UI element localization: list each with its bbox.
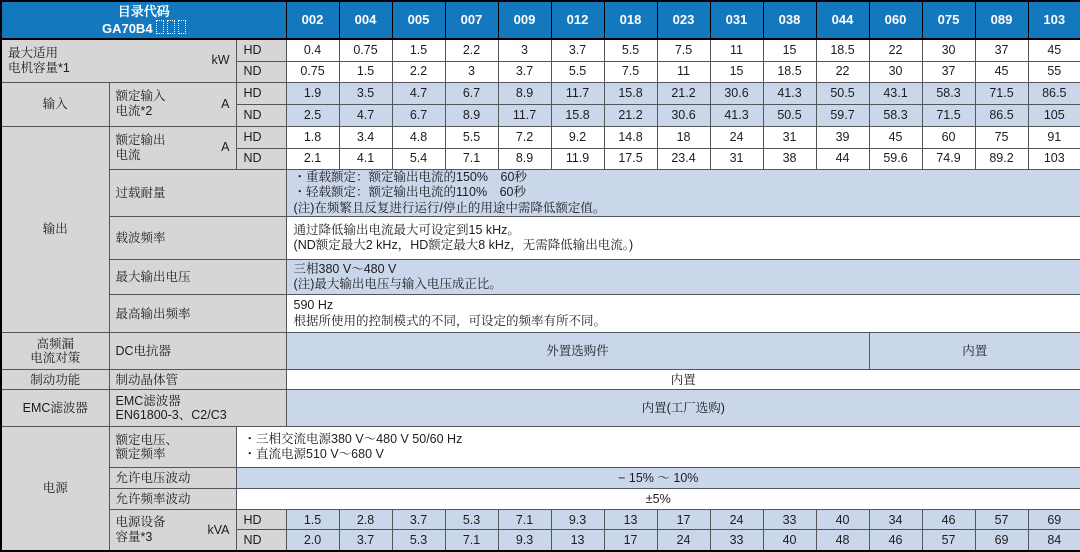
max-frequency-label: 最高输出频率 xyxy=(109,295,286,333)
leakage-group-line1: 高频漏 xyxy=(36,336,74,351)
value-cell: 6.7 xyxy=(392,104,445,126)
input-label-line1: 额定输入 xyxy=(115,89,166,104)
unit-kva: kVA xyxy=(207,522,230,537)
value-cell: 4.8 xyxy=(392,126,445,148)
value-cell: 86.5 xyxy=(1028,82,1080,104)
row-output-hd xyxy=(1,126,1080,148)
value-cell: 3 xyxy=(445,61,498,82)
value-cell: 69 xyxy=(975,530,1028,551)
value-cell: 57 xyxy=(922,530,975,551)
value-cell: 84 xyxy=(1028,530,1080,551)
model-code-cell: 004 xyxy=(339,1,392,39)
value-cell: 15.8 xyxy=(551,104,604,126)
value-cell: 1.5 xyxy=(339,61,392,82)
model-code-cell: 031 xyxy=(710,1,763,39)
overload-line2: ・轻载额定：额定输出电流的110% 60秒 xyxy=(293,185,526,200)
unit-a: A xyxy=(221,96,230,111)
model-code-cell: 089 xyxy=(975,1,1028,39)
value-cell: 105 xyxy=(1028,104,1080,126)
capacity-label-line1: 电源设备 xyxy=(115,515,166,530)
output-label-line2: 电流 xyxy=(115,147,141,162)
value-cell: 31 xyxy=(763,126,816,148)
value-cell: 0.4 xyxy=(286,39,339,61)
capacity-label-line2: 容量*3 xyxy=(115,530,153,545)
model-code-cell: 023 xyxy=(657,1,710,39)
output-current-label xyxy=(109,126,236,169)
value-cell: 17 xyxy=(657,510,710,530)
value-cell: 7.1 xyxy=(445,148,498,169)
value-cell: 14.8 xyxy=(604,126,657,148)
hd-cell: HD xyxy=(236,510,286,530)
value-cell: 3.5 xyxy=(339,82,392,104)
catalog-code-header xyxy=(1,1,286,39)
overload-label: 过载耐量 xyxy=(109,169,286,217)
value-cell: 18.5 xyxy=(763,61,816,82)
carrier-value xyxy=(286,217,1080,260)
max-voltage-value xyxy=(286,260,1080,295)
hd-cell: HD xyxy=(236,39,286,61)
unit-kw: kW xyxy=(211,53,230,68)
row-braking xyxy=(1,370,1080,390)
value-cell: 45 xyxy=(1028,39,1080,61)
header-row xyxy=(1,1,1080,39)
nd-cell: ND xyxy=(236,148,286,169)
value-cell: 7.2 xyxy=(498,126,551,148)
value-cell: 24 xyxy=(657,530,710,551)
value-cell: 41.3 xyxy=(763,82,816,104)
value-cell: 75 xyxy=(975,126,1028,148)
value-cell: 30.6 xyxy=(657,104,710,126)
value-cell: 15 xyxy=(710,61,763,82)
value-cell: 9.3 xyxy=(498,530,551,551)
value-cell: 40 xyxy=(763,530,816,551)
voltage-fluctuation-label: 允许电压波动 xyxy=(109,468,236,489)
value-cell: 7.5 xyxy=(604,61,657,82)
value-cell: 7.1 xyxy=(498,510,551,530)
dc-reactor-external-value: 外置选购件 xyxy=(286,333,869,370)
value-cell: 60 xyxy=(922,126,975,148)
row-rated-voltage xyxy=(1,427,1080,468)
value-cell: 3.7 xyxy=(498,61,551,82)
value-cell: 41.3 xyxy=(710,104,763,126)
value-cell: 9.2 xyxy=(551,126,604,148)
row-carrier xyxy=(1,217,1080,260)
frequency-fluctuation-value: ±5% xyxy=(236,489,1080,510)
value-cell: 17.5 xyxy=(604,148,657,169)
model-code-cell: 002 xyxy=(286,1,339,39)
value-cell: 40 xyxy=(816,510,869,530)
row-capacity-hd xyxy=(1,510,1080,530)
overload-value xyxy=(286,169,1080,217)
rated-voltage-line1: ・三相交流电源380 V～480 V 50/60 Hz xyxy=(243,431,463,446)
value-cell: 30.6 xyxy=(710,82,763,104)
value-cell: 69 xyxy=(1028,510,1080,530)
emc-value: 内置(工厂选购) xyxy=(286,390,1080,427)
rated-voltage-label-line1: 额定电压、 xyxy=(115,432,179,447)
value-cell: 24 xyxy=(710,126,763,148)
group-input: 输入 xyxy=(1,82,109,126)
group-emc: EMC滤波器 xyxy=(1,390,109,427)
row-emc xyxy=(1,390,1080,427)
value-cell: 5.5 xyxy=(604,39,657,61)
value-cell: 1.5 xyxy=(392,39,445,61)
value-cell: 57 xyxy=(975,510,1028,530)
row-overload xyxy=(1,169,1080,217)
value-cell: 1.8 xyxy=(286,126,339,148)
dc-reactor-label: DC电抗器 xyxy=(109,333,286,370)
model-code-cell: 075 xyxy=(922,1,975,39)
value-cell: 11.7 xyxy=(498,104,551,126)
value-cell: 17 xyxy=(604,530,657,551)
value-cell: 33 xyxy=(710,530,763,551)
output-label-line1: 额定输出 xyxy=(115,132,166,147)
emc-label xyxy=(109,390,286,427)
value-cell: 18 xyxy=(657,126,710,148)
hd-cell: HD xyxy=(236,126,286,148)
value-cell: 4.7 xyxy=(339,104,392,126)
model-code-cell: 038 xyxy=(763,1,816,39)
leakage-group-line2: 电流对策 xyxy=(30,351,81,366)
row-motor-hd xyxy=(1,39,1080,61)
emc-label-line2: EN61800-3、C2/C3 xyxy=(115,408,227,423)
value-cell: 23.4 xyxy=(657,148,710,169)
value-cell: 0.75 xyxy=(339,39,392,61)
group-braking: 制动功能 xyxy=(1,370,109,390)
value-cell: 2.8 xyxy=(339,510,392,530)
model-code-placeholder xyxy=(178,20,186,34)
model-code-cell: 007 xyxy=(445,1,498,39)
value-cell: 91 xyxy=(1028,126,1080,148)
capacity-label xyxy=(109,510,236,551)
value-cell: 71.5 xyxy=(922,104,975,126)
value-cell: 21.2 xyxy=(604,104,657,126)
model-code-cell: 012 xyxy=(551,1,604,39)
value-cell: 45 xyxy=(975,61,1028,82)
hd-cell: HD xyxy=(236,82,286,104)
value-cell: 50.5 xyxy=(816,82,869,104)
model-code-cell: 060 xyxy=(869,1,922,39)
motor-label-line2: 电机容量*1 xyxy=(8,60,70,75)
value-cell: 46 xyxy=(869,530,922,551)
value-cell: 2.5 xyxy=(286,104,339,126)
value-cell: 3.7 xyxy=(339,530,392,551)
value-cell: 37 xyxy=(922,61,975,82)
value-cell: 48 xyxy=(816,530,869,551)
value-cell: 30 xyxy=(869,61,922,82)
value-cell: 6.7 xyxy=(445,82,498,104)
unit-a: A xyxy=(221,140,230,155)
value-cell: 11.7 xyxy=(551,82,604,104)
value-cell: 39 xyxy=(816,126,869,148)
rated-voltage-label xyxy=(109,427,236,468)
value-cell: 103 xyxy=(1028,148,1080,169)
value-cell: 2.1 xyxy=(286,148,339,169)
value-cell: 8.9 xyxy=(445,104,498,126)
nd-cell: ND xyxy=(236,104,286,126)
row-frequency-fluctuation xyxy=(1,489,1080,510)
value-cell: 7.5 xyxy=(657,39,710,61)
value-cell: 3.7 xyxy=(392,510,445,530)
value-cell: 34 xyxy=(869,510,922,530)
value-cell: 46 xyxy=(922,510,975,530)
max-voltage-line1: 三相380 V～480 V xyxy=(293,261,397,276)
rated-voltage-line2: ・直流电源510 V～680 V xyxy=(243,447,384,462)
value-cell: 45 xyxy=(869,126,922,148)
value-cell: 5.5 xyxy=(445,126,498,148)
nd-cell: ND xyxy=(236,61,286,82)
value-cell: 7.1 xyxy=(445,530,498,551)
value-cell: 5.4 xyxy=(392,148,445,169)
model-code-cell: 018 xyxy=(604,1,657,39)
value-cell: 1.9 xyxy=(286,82,339,104)
value-cell: 21.2 xyxy=(657,82,710,104)
value-cell: 58.3 xyxy=(922,82,975,104)
value-cell: 37 xyxy=(975,39,1028,61)
model-code-placeholder xyxy=(156,20,164,34)
group-leakage-current xyxy=(1,333,109,370)
value-cell: 50.5 xyxy=(763,104,816,126)
braking-label: 制动晶体管 xyxy=(109,370,286,390)
value-cell: 38 xyxy=(763,148,816,169)
row-dc-reactor xyxy=(1,333,1080,370)
value-cell: 15.8 xyxy=(604,82,657,104)
max-voltage-line2: (注)最大输出电压与输入电压成正比。 xyxy=(293,277,502,292)
value-cell: 3.4 xyxy=(339,126,392,148)
input-current-label xyxy=(109,82,236,126)
value-cell: 71.5 xyxy=(975,82,1028,104)
value-cell: 22 xyxy=(816,61,869,82)
group-output: 输出 xyxy=(1,126,109,333)
value-cell: 8.9 xyxy=(498,148,551,169)
max-frequency-value xyxy=(286,295,1080,333)
voltage-fluctuation-value: − 15% ～ 10% xyxy=(236,468,1080,489)
value-cell: 11.9 xyxy=(551,148,604,169)
value-cell: 58.3 xyxy=(869,104,922,126)
value-cell: 9.3 xyxy=(551,510,604,530)
value-cell: 22 xyxy=(869,39,922,61)
value-cell: 2.2 xyxy=(445,39,498,61)
value-cell: 43.1 xyxy=(869,82,922,104)
value-cell: 2.0 xyxy=(286,530,339,551)
value-cell: 89.2 xyxy=(975,148,1028,169)
value-cell: 13 xyxy=(551,530,604,551)
value-cell: 33 xyxy=(763,510,816,530)
value-cell: 74.9 xyxy=(922,148,975,169)
value-cell: 3.7 xyxy=(551,39,604,61)
carrier-line1: 通过降低输出电流最大可设定到15 kHz。 xyxy=(293,222,520,237)
value-cell: 11 xyxy=(657,61,710,82)
row-voltage-fluctuation xyxy=(1,468,1080,489)
value-cell: 31 xyxy=(710,148,763,169)
model-code-cell: 005 xyxy=(392,1,445,39)
model-code-cell: 009 xyxy=(498,1,551,39)
braking-value: 内置 xyxy=(286,370,1080,390)
model-code-cell: 103 xyxy=(1028,1,1080,39)
max-voltage-label: 最大输出电压 xyxy=(109,260,286,295)
catalog-code-label: 目录代码 xyxy=(117,4,170,20)
rated-voltage-label-line2: 额定频率 xyxy=(115,447,166,462)
value-cell: 86.5 xyxy=(975,104,1028,126)
value-cell: 5.5 xyxy=(551,61,604,82)
value-cell: 15 xyxy=(763,39,816,61)
value-cell: 59.7 xyxy=(816,104,869,126)
value-cell: 1.5 xyxy=(286,510,339,530)
emc-label-line1: EMC滤波器 xyxy=(115,393,181,408)
value-cell: 13 xyxy=(604,510,657,530)
max-frequency-line2: 根据所使用的控制模式的不同，可设定的频率有所不同。 xyxy=(293,313,607,328)
value-cell: 2.2 xyxy=(392,61,445,82)
motor-capacity-label xyxy=(1,39,236,82)
value-cell: 18.5 xyxy=(816,39,869,61)
nd-cell: ND xyxy=(236,530,286,551)
model-code-placeholder xyxy=(167,20,175,34)
value-cell: 24 xyxy=(710,510,763,530)
row-max-frequency xyxy=(1,295,1080,333)
value-cell: 11 xyxy=(710,39,763,61)
max-frequency-line1: 590 Hz xyxy=(293,298,334,313)
value-cell: 5.3 xyxy=(392,530,445,551)
value-cell: 59.6 xyxy=(869,148,922,169)
overload-line3: (注)在频繁且反复进行运行/停止的用途中需降低额定值。 xyxy=(293,200,606,215)
row-input-hd xyxy=(1,82,1080,104)
rated-voltage-value xyxy=(236,427,1080,468)
model-code-cell: 044 xyxy=(816,1,869,39)
carrier-line2: (ND额定最大2 kHz，HD额定最大8 kHz，无需降低输出电流。) xyxy=(293,238,634,253)
value-cell: 55 xyxy=(1028,61,1080,82)
overload-line1: ・重载额定：额定输出电流的150% 60秒 xyxy=(293,169,527,184)
value-cell: 4.7 xyxy=(392,82,445,104)
group-power: 电源 xyxy=(1,427,109,551)
value-cell: 8.9 xyxy=(498,82,551,104)
value-cell: 30 xyxy=(922,39,975,61)
motor-label-line1: 最大适用 xyxy=(8,46,59,60)
carrier-label: 载波频率 xyxy=(109,217,286,260)
frequency-fluctuation-label: 允许频率波动 xyxy=(109,489,236,510)
value-cell: 5.3 xyxy=(445,510,498,530)
value-cell: 4.1 xyxy=(339,148,392,169)
dc-reactor-builtin-value: 内置 xyxy=(869,333,1080,370)
value-cell: 3 xyxy=(498,39,551,61)
value-cell: 0.75 xyxy=(286,61,339,82)
model-prefix: GA70B4 xyxy=(6,20,282,36)
row-max-voltage xyxy=(1,260,1080,295)
value-cell: 44 xyxy=(816,148,869,169)
input-label-line2: 电流*2 xyxy=(115,104,153,118)
